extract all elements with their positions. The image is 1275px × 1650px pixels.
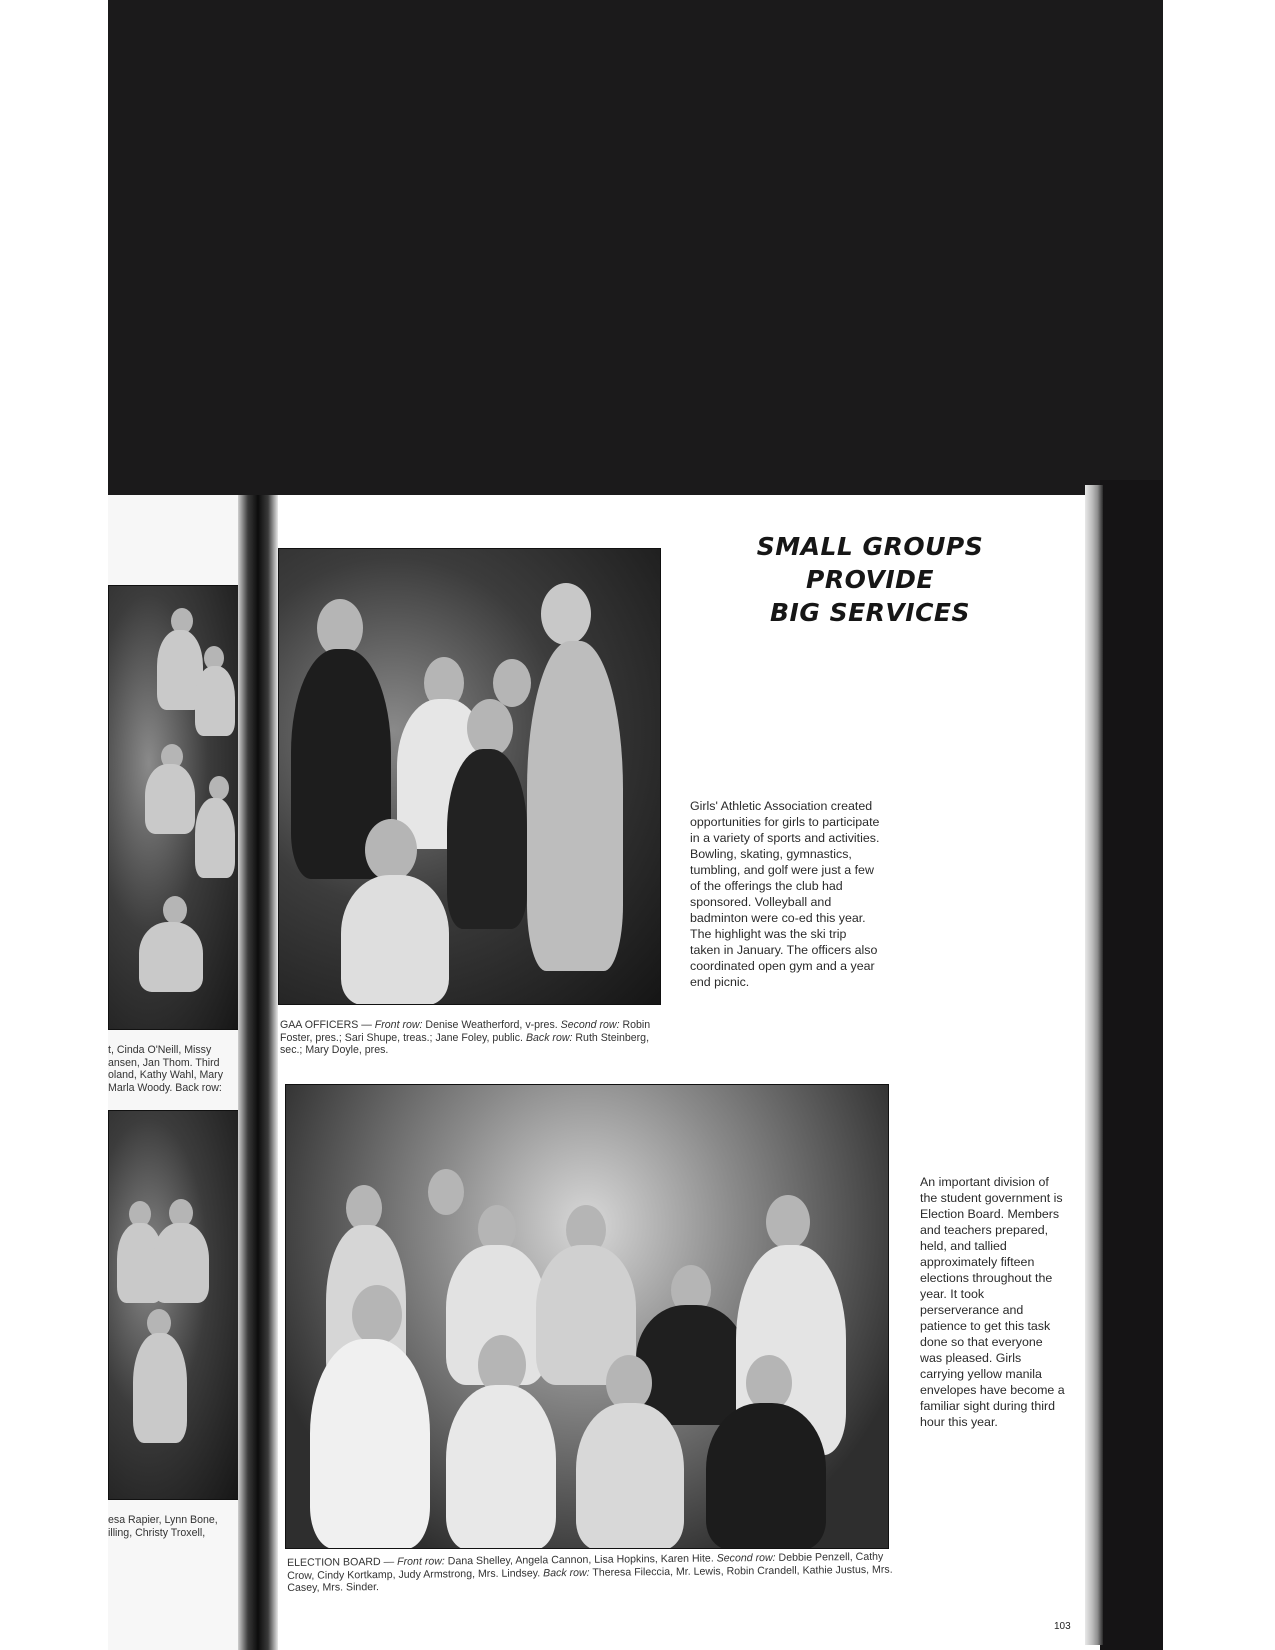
left-page-photo-bottom: [108, 1110, 243, 1500]
left-caption-line: esa Rapier, Lynn Bone,: [108, 1514, 218, 1526]
scan-background-top: [108, 0, 1163, 495]
caption-front-row-names: Denise Weatherford, v-pres.: [422, 1019, 561, 1031]
caption-front-row-label: Front row:: [374, 1019, 423, 1031]
caption-back-row-names: Ruth Steinberg, sec.; Mary Doyle, pres.: [280, 1031, 650, 1056]
caption-label: ELECTION BOARD —: [287, 1555, 398, 1569]
election-board-photo-caption: [287, 1551, 897, 1595]
gaa-photo-caption: [280, 1019, 666, 1057]
caption-front-row-names: Dana Shelley, Angela Cannon, Lisa Hopkins, Karen Hite.: [444, 1552, 717, 1568]
left-caption-line: illing, Christy Troxell,: [108, 1526, 206, 1539]
election-board-photo: [285, 1084, 889, 1549]
caption-second-row-names: Debbie Penzell, Cathy Crow, Cindy Kortkamp, Judy Armstrong, Mrs. Lindsey.: [287, 1550, 884, 1582]
caption-second-row-label: Second row:: [716, 1551, 776, 1565]
page-title-line-1: SMALL GROUPS PROVIDE: [756, 532, 984, 594]
left-caption-line: oland, Kathy Wahl, Mary: [108, 1069, 224, 1081]
caption-back-row-names: Theresa Fileccia, Mr. Lewis, Robin Crandell, Kathie Justus, Mrs. Casey, Mrs. Sinder.: [287, 1563, 893, 1594]
election-board-paragraph: An important division of the student government is Election Board. Members and teachers prepared, held, and tallied approximately fifteen elections throughout the year. It took perserverance and patience to get this task done so that everyone was pleased. Girls carrying yellow manila envelopes have become a familiar sight during third hour this year.: [920, 1175, 1065, 1429]
left-page-caption-top: [108, 1044, 238, 1094]
left-caption-line: Marla Woody. Back row:: [108, 1081, 222, 1094]
left-caption-line: ansen, Jan Thom. Third: [108, 1056, 220, 1069]
page-title: [690, 530, 1050, 629]
scan-background-right: [1100, 480, 1163, 1650]
left-page-photo-top: [108, 585, 243, 1030]
gaa-officers-photo: [278, 548, 661, 1005]
left-caption-line: t, Cinda O'Neill, Missy: [108, 1044, 212, 1056]
page-edge-right: [1085, 485, 1103, 1645]
left-page-caption-bottom: [108, 1514, 238, 1539]
caption-back-row-label: Back row:: [525, 1031, 573, 1044]
caption-label: GAA OFFICERS —: [280, 1019, 375, 1031]
caption-front-row-label: Front row:: [397, 1555, 445, 1568]
caption-second-row-label: Second row:: [560, 1019, 620, 1031]
caption-back-row-label: Back row:: [543, 1566, 590, 1579]
page-number: 103: [1054, 1621, 1071, 1632]
page-title-line-2: BIG SERVICES: [770, 598, 970, 627]
book-spine: [238, 495, 278, 1650]
caption-second-row-names: Robin Foster, pres.; Sari Shupe, treas.; Jane Foley, public.: [280, 1019, 651, 1044]
gaa-paragraph: Girls' Athletic Association created opportunities for girls to participate in a variety of sports and activities. Bowling, skating, gymnastics, tumbling, and golf were just a few of the offerings the club had sponsored. Volleyball and badminton were co-ed this year. The highlight was the ski trip taken in January. The officers also coordinated open gym and a year end picnic.: [690, 799, 880, 989]
